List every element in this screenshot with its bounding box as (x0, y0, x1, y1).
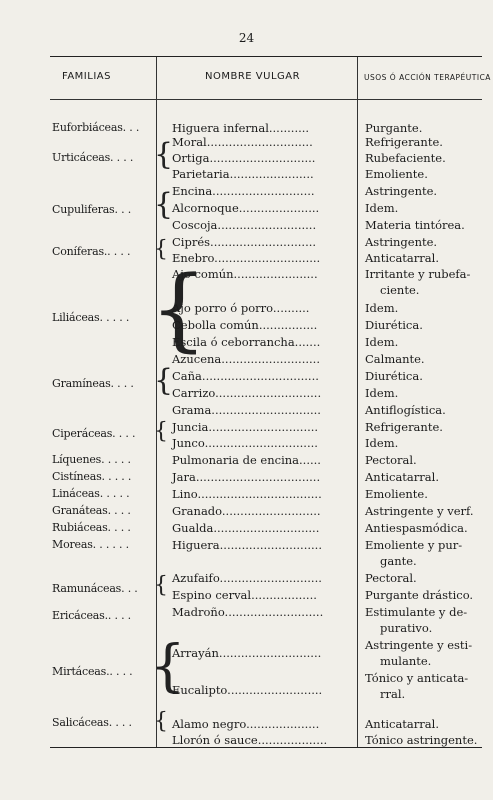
use-row: Anticatarral. (365, 470, 439, 484)
use-row: Rubefaciente. (365, 151, 446, 165)
use-row: Estimulante y de- (365, 605, 468, 619)
family-linaceas: Lináceas. . . . . (52, 487, 130, 500)
plant-table (50, 56, 491, 748)
name-arrayan: Arrayán............................ (172, 646, 322, 660)
family-coniferas: Coníferas.. . . . (52, 245, 131, 258)
name-alcornoque: Alcornoque...................... (172, 201, 320, 215)
family-cupuliferas: Cupuliferas. . . (52, 203, 131, 216)
use-row: Idem. (365, 301, 399, 315)
brace-ciperaceas: { (154, 419, 168, 444)
brace-gramineas: { (154, 363, 174, 398)
use-row: Emoliente. (365, 487, 428, 501)
name-enebro: Enebro............................. (172, 251, 321, 265)
brace-cupuliferas: { (154, 187, 174, 222)
brace-urticaceas: { (154, 137, 174, 172)
name-grama: Grama.............................. (172, 403, 321, 417)
name-cebolla-comun: Cebolla común................ (172, 318, 318, 332)
family-euforbiaceas: Euforbiáceas. . . (52, 121, 140, 134)
family-gramineas: Gramíneas. . . . (52, 377, 134, 390)
name-coscoja: Coscoja........................... (172, 218, 317, 232)
use-row: rral. (380, 687, 406, 701)
family-liquenes: Líquenes. . . . . (52, 453, 131, 466)
family-moreas: Moreas. . . . . . (52, 538, 129, 551)
name-ortiga: Ortiga............................. (172, 151, 316, 165)
use-row: Antiespasmódica. (365, 521, 468, 535)
use-row: Diurética. (365, 369, 423, 383)
name-eucalipto: Eucalipto.......................... (172, 683, 323, 697)
name-gualda: Gualda............................. (172, 521, 320, 535)
header-familias: FAMILIAS (62, 71, 111, 82)
use-row: Astringente y verf. (365, 504, 474, 518)
name-juncia: Juncia.............................. (172, 420, 319, 434)
use-row: Idem. (365, 201, 399, 215)
name-parietaria: Parietaria....................... (172, 167, 314, 181)
header-divider (50, 99, 482, 100)
use-row: Astringente. (365, 184, 438, 198)
use-row: Emoliente y pur- (365, 538, 463, 552)
name-encina: Encina............................ (172, 184, 315, 198)
use-row: ciente. (380, 283, 420, 297)
use-row: Emoliente. (365, 167, 428, 181)
family-granateas: Granáteas. . . . (52, 504, 131, 517)
name-pulmonaria: Pulmonaria de encina...... (172, 453, 321, 467)
name-lino: Lino.................................. (172, 487, 322, 501)
family-rubiaceas: Rubiáceas. . . . (52, 521, 131, 534)
use-row: Idem. (365, 335, 399, 349)
use-row: Irritante y rubefa- (365, 267, 471, 281)
use-row: Refrigerante. (365, 420, 443, 434)
family-mirtaceas: Mirtáceas.. . . . (52, 665, 133, 678)
brace-salicaceas: { (154, 709, 168, 734)
family-ericaceas: Ericáceas.. . . . (52, 609, 131, 622)
name-ajo-porro: Ajo porro ó porro.......... (172, 301, 310, 315)
name-alamo-negro: Alamo negro.................... (172, 717, 320, 731)
name-azucena: Azucena........................... (172, 352, 320, 366)
family-liliaceas: Liliáceas. . . . . (52, 311, 130, 324)
use-row: Anticatarral. (365, 717, 439, 731)
name-lloron-sauce: Llorón ó sauce................... (172, 733, 328, 747)
use-row: Pectoral. (365, 453, 417, 467)
name-espino-cerval: Espino cerval.................. (172, 588, 317, 602)
name-higuera: Higuera............................ (172, 538, 322, 552)
use-row: Tónico astringente. (365, 733, 478, 747)
family-ciperaceas: Ciperáceas. . . . (52, 427, 136, 440)
column-divider-2 (357, 57, 358, 747)
use-row: Refrigerante. (365, 135, 443, 149)
name-madrono: Madroño........................... (172, 605, 324, 619)
header-usos: USOS Ó ACCIÓN TERAPÉUTICA (364, 73, 491, 82)
use-row: Pectoral. (365, 571, 417, 585)
family-cistineas: Cistíneas. . . . . (52, 470, 132, 483)
brace-ramunaceas: { (154, 573, 168, 598)
use-row: Calmante. (365, 352, 425, 366)
use-row: Anticatarral. (365, 251, 439, 265)
name-junco: Junco............................... (172, 436, 318, 450)
name-granado: Granado........................... (172, 504, 321, 518)
use-row: purativo. (380, 621, 433, 635)
page-number: 24 (238, 31, 255, 45)
brace-liliaceas: { (150, 257, 208, 362)
name-jara: Jara.................................. (172, 470, 321, 484)
use-row: Diurética. (365, 318, 423, 332)
use-row: Materia tintórea. (365, 218, 465, 232)
use-row: Idem. (365, 386, 399, 400)
use-row: gante. (380, 554, 417, 568)
use-row: mulante. (380, 654, 432, 668)
use-row: Purgante. (365, 121, 423, 135)
use-row: Astringente y esti- (365, 638, 473, 652)
header-nombre-vulgar: NOMBRE VULGAR (205, 71, 301, 82)
name-higuera-infernal: Higuera infernal........... (172, 121, 310, 135)
family-ramunaceas: Ramunáceas. . . (52, 582, 138, 595)
use-row: Tónico y anticata- (365, 671, 469, 685)
name-cipres: Ciprés............................. (172, 235, 317, 249)
name-escila: Escila ó ceborrancha....... (172, 335, 321, 349)
name-carrizo: Carrizo............................. (172, 386, 322, 400)
brace-coniferas: { (154, 237, 168, 262)
family-salicaceas: Salicáceas. . . . (52, 716, 132, 729)
name-moral: Moral............................. (172, 135, 313, 149)
name-azufaifo: Azufaifo............................ (172, 571, 322, 585)
use-row: Antiflogística. (365, 403, 446, 417)
name-ajo-comun: Ajo común....................... (172, 267, 318, 281)
use-row: Astringente. (365, 235, 438, 249)
use-row: Idem. (365, 436, 399, 450)
family-urticaceas: Urticáceas. . . . (52, 151, 134, 164)
brace-mirtaceas: { (150, 634, 186, 699)
name-cana: Caña................................ (172, 369, 319, 383)
use-row: Purgante drástico. (365, 588, 474, 602)
